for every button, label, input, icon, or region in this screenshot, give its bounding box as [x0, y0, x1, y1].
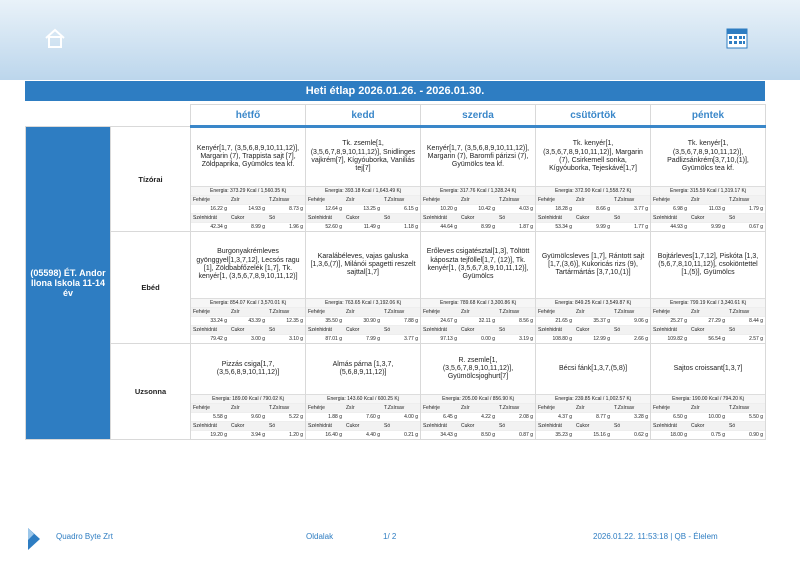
- nutrient-label: Zsír: [574, 195, 612, 204]
- nutrient-grid: [306, 307, 420, 343]
- footer-pages-label: Oldalak: [306, 532, 334, 541]
- menu-cell: [306, 127, 421, 232]
- nutrient-grid: [421, 195, 535, 231]
- nutrient-label: T.Zsírsav: [267, 307, 305, 316]
- nutrient-label: Fehérje: [651, 195, 689, 204]
- nutrient-value: 27.29 g: [689, 316, 727, 325]
- nutrient-value: 12.35 g: [267, 316, 305, 325]
- nutrient-label: Zsír: [344, 195, 382, 204]
- menu-cell: [191, 127, 306, 232]
- nutrient-value: 4.00 g: [382, 412, 420, 421]
- nutrient-label: Cukor: [229, 421, 267, 430]
- nutrient-label: Só: [612, 325, 650, 334]
- nutrient-value: 8.99 g: [229, 222, 267, 231]
- menu-cell: [191, 344, 306, 440]
- nutrient-grid: [421, 307, 535, 343]
- energy-text: Energia: 373.29 Kcal / 1,560.35 Kj: [191, 186, 305, 195]
- nutrient-grid: [536, 403, 650, 439]
- nutrient-label: Zsír: [344, 403, 382, 412]
- energy-text: Energia: 849.25 Kcal / 3,549.87 Kj: [536, 298, 650, 307]
- nutrient-label: Fehérje: [191, 195, 229, 204]
- nutrient-value: 8.66 g: [574, 204, 612, 213]
- nutrient-label: Fehérje: [421, 403, 459, 412]
- nutrient-value: 18.28 g: [536, 204, 574, 213]
- nutrient-label: Cukor: [459, 325, 497, 334]
- day-header: péntek: [651, 105, 766, 127]
- nutrient-value: 0.75 g: [689, 430, 727, 439]
- nutrient-value: 1.96 g: [267, 222, 305, 231]
- nutrient-label: Só: [382, 325, 420, 334]
- nutrient-grid: [306, 403, 420, 439]
- food-text: Kenyér[1,7, (3,5,6,8,9,10,11,12)], Margarin (7), Baromfi párizsi (7), Gyümölcs tea kf.: [426, 144, 530, 169]
- nutrient-value: 35.50 g: [306, 316, 344, 325]
- nutrient-value: 24.67 g: [421, 316, 459, 325]
- nutrient-value: 6.45 g: [421, 412, 459, 421]
- nutrient-label: Szénhidrát: [421, 325, 459, 334]
- nutrient-value: 11.49 g: [344, 222, 382, 231]
- nutrient-label: T.Zsírsav: [497, 403, 535, 412]
- food-text: Kenyér[1,7, (3,5,6,8,9,10,11,12)], Margarin (7), Trappista sajt [7], Zöldpaprika, Gyümölcs tea kf.: [196, 144, 300, 169]
- nutrient-label: T.Zsírsav: [612, 403, 650, 412]
- nutrient-value: 16.40 g: [306, 430, 344, 439]
- nutrient-value: 0.62 g: [612, 430, 650, 439]
- energy-text: Energia: 315.59 Kcal / 1,319.17 Kj: [651, 186, 765, 195]
- nutrient-value: 7.99 g: [344, 334, 382, 343]
- energy-text: Energia: 143.60 Kcal / 600.25 Kj: [306, 394, 420, 403]
- menu-cell: [191, 232, 306, 344]
- nutrient-value: 4.40 g: [344, 430, 382, 439]
- energy-text: Energia: 205.00 Kcal / 856.90 Kj: [421, 394, 535, 403]
- menu-cell: [651, 344, 766, 440]
- nutrient-value: 4.22 g: [459, 412, 497, 421]
- nutrient-value: 15.16 g: [574, 430, 612, 439]
- nutrient-label: Cukor: [229, 325, 267, 334]
- quadro-byte-logo-icon: [26, 526, 44, 552]
- nutrient-value: 1.20 g: [267, 430, 305, 439]
- nutrient-label: Só: [267, 213, 305, 222]
- nutrient-grid: [191, 195, 305, 231]
- nutrient-value: 44.93 g: [651, 222, 689, 231]
- nutrient-value: 108.80 g: [536, 334, 574, 343]
- day-header: szerda: [421, 105, 536, 127]
- nutrient-label: Szénhidrát: [536, 421, 574, 430]
- nutrient-value: 2.66 g: [612, 334, 650, 343]
- energy-text: Energia: 372.90 Kcal / 1,558.72 Kj: [536, 186, 650, 195]
- nutrient-label: T.Zsírsav: [727, 403, 765, 412]
- nutrient-label: Zsír: [459, 403, 497, 412]
- nutrient-value: 53.34 g: [536, 222, 574, 231]
- nutrient-value: 56.54 g: [689, 334, 727, 343]
- nutrient-label: Cukor: [229, 213, 267, 222]
- nutrient-label: Fehérje: [421, 195, 459, 204]
- nutrient-grid: [651, 307, 765, 343]
- nutrient-label: Cukor: [344, 421, 382, 430]
- nutrient-value: 7.88 g: [382, 316, 420, 325]
- nutrient-label: Só: [612, 421, 650, 430]
- food-text: Tk. zsemle[1, (3,5,6,7,8,9,10,11,12)], Snidlinges vajkrém[7], Kígyóuborka, Vaniliás tej[7]: [310, 140, 416, 173]
- nutrient-label: T.Zsírsav: [497, 195, 535, 204]
- nutrient-value: 8.44 g: [727, 316, 765, 325]
- nutrient-label: Fehérje: [306, 307, 344, 316]
- nutrient-value: 10.42 g: [459, 204, 497, 213]
- nutrient-value: 32.11 g: [459, 316, 497, 325]
- menu-cell: [306, 232, 421, 344]
- nutrient-value: 6.50 g: [651, 412, 689, 421]
- nutrient-label: Zsír: [689, 195, 727, 204]
- nutrient-label: Só: [497, 325, 535, 334]
- nutrient-value: 34.43 g: [421, 430, 459, 439]
- footer-page-number: 1/ 2: [383, 532, 397, 541]
- nutrient-value: 10.20 g: [421, 204, 459, 213]
- nutrient-value: 3.77 g: [612, 204, 650, 213]
- nutrient-label: Zsír: [459, 195, 497, 204]
- nutrient-label: Fehérje: [651, 403, 689, 412]
- menu-cell: [651, 232, 766, 344]
- nutrient-value: 4.37 g: [536, 412, 574, 421]
- nutrient-value: 12.64 g: [306, 204, 344, 213]
- nutrient-value: 10.00 g: [689, 412, 727, 421]
- home-icon[interactable]: [44, 27, 66, 49]
- menu-table: [25, 104, 766, 440]
- meal-name: Tízórai: [111, 127, 191, 232]
- nutrient-value: 9.99 g: [574, 222, 612, 231]
- nutrient-label: Só: [382, 421, 420, 430]
- nutrient-label: Zsír: [344, 307, 382, 316]
- nutrient-label: Cukor: [459, 421, 497, 430]
- nutrient-label: T.Zsírsav: [382, 403, 420, 412]
- nutrient-value: 3.19 g: [497, 334, 535, 343]
- energy-text: Energia: 190.00 Kcal / 794.20 Kj: [651, 394, 765, 403]
- nutrient-value: 0.21 g: [382, 430, 420, 439]
- energy-text: Energia: 799.19 Kcal / 3,340.61 Kj: [651, 298, 765, 307]
- nutrient-value: 42.34 g: [191, 222, 229, 231]
- nutrient-value: 11.03 g: [689, 204, 727, 213]
- menu-cell: [421, 127, 536, 232]
- food-text: Burgonyakrémleves gyönggyel[1,3,7,12], Lecsós ragu [1], Zöldbabfőzelék [1,7], Tk. kenyér[1, (3,5,6,7,8,9,10,11,12)]: [196, 248, 300, 281]
- nutrient-label: Zsír: [689, 403, 727, 412]
- nutrient-value: 9.60 g: [229, 412, 267, 421]
- corner-empty: [26, 105, 111, 127]
- nutrient-label: Cukor: [574, 325, 612, 334]
- nutrient-label: Só: [497, 421, 535, 430]
- nutrient-value: 16.22 g: [191, 204, 229, 213]
- nutrient-value: 12.99 g: [574, 334, 612, 343]
- nutrient-label: T.Zsírsav: [382, 307, 420, 316]
- energy-text: Energia: 239.85 Kcal / 1,002.57 Kj: [536, 394, 650, 403]
- nutrient-label: Szénhidrát: [191, 421, 229, 430]
- nutrient-grid: [191, 307, 305, 343]
- nutrient-label: T.Zsírsav: [727, 195, 765, 204]
- nutrient-value: 3.94 g: [229, 430, 267, 439]
- nutrient-value: 25.27 g: [651, 316, 689, 325]
- menu-cell: [536, 127, 651, 232]
- nutrient-value: 3.77 g: [382, 334, 420, 343]
- nutrient-grid: [306, 195, 420, 231]
- food-text: Sajtos croissant[1,3,7]: [673, 364, 743, 372]
- nutrient-label: Cukor: [344, 325, 382, 334]
- nutrient-value: 18.00 g: [651, 430, 689, 439]
- nutrient-value: 52.60 g: [306, 222, 344, 231]
- energy-text: Energia: 789.68 Kcal / 3,300.86 Kj: [421, 298, 535, 307]
- nutrient-value: 35.37 g: [574, 316, 612, 325]
- menu-cell: [421, 344, 536, 440]
- nutrient-grid: [191, 403, 305, 439]
- footer-timestamp: 2026.01.22. 11:53:18 | QB - Élelem: [593, 532, 718, 541]
- nutrient-label: Szénhidrát: [306, 325, 344, 334]
- nutrient-label: Só: [267, 421, 305, 430]
- nutrient-label: Só: [497, 213, 535, 222]
- meal-row: [26, 127, 766, 232]
- corner-empty: [111, 105, 191, 127]
- nutrient-value: 0.00 g: [459, 334, 497, 343]
- nutrient-value: 97.13 g: [421, 334, 459, 343]
- nutrient-label: Só: [727, 325, 765, 334]
- nutrient-label: Szénhidrát: [191, 325, 229, 334]
- nutrient-grid: [536, 307, 650, 343]
- nutrient-label: Cukor: [574, 213, 612, 222]
- nutrient-value: 5.50 g: [727, 412, 765, 421]
- nutrient-value: 7.60 g: [344, 412, 382, 421]
- nutrient-value: 2.08 g: [497, 412, 535, 421]
- day-header: csütörtök: [536, 105, 651, 127]
- nutrient-label: Só: [267, 325, 305, 334]
- food-text: Tk. kenyér[1, (3,5,6,7,8,9,10,11,12)], Padlizsánkrém[3,7,10,(1)], Gyümölcs tea kf.: [667, 140, 749, 173]
- nutrient-label: Zsír: [229, 403, 267, 412]
- nutrient-label: Só: [612, 213, 650, 222]
- menu-cell: [306, 344, 421, 440]
- nutrient-value: 21.65 g: [536, 316, 574, 325]
- nutrient-label: T.Zsírsav: [497, 307, 535, 316]
- nutrient-label: T.Zsírsav: [727, 307, 765, 316]
- nutrient-label: Zsír: [229, 195, 267, 204]
- nutrient-label: Cukor: [689, 213, 727, 222]
- nutrient-value: 109.82 g: [651, 334, 689, 343]
- nutrient-label: Cukor: [459, 213, 497, 222]
- nutrient-label: Cukor: [689, 421, 727, 430]
- food-text: Karalábéleves, vajas galuska [1,3,6,(7)], Milánói spagetti reszelt sajttal[1,7]: [310, 252, 416, 277]
- nutrient-value: 43.39 g: [229, 316, 267, 325]
- nutrient-label: Zsír: [574, 403, 612, 412]
- nutrient-label: Szénhidrát: [306, 213, 344, 222]
- meal-name: Uzsonna: [111, 344, 191, 440]
- school-name: (05598) ÉT. Andor Ilona Iskola 11-14 év: [26, 127, 111, 440]
- nutrient-label: Fehérje: [421, 307, 459, 316]
- food-text: R. zsemle[1, (3,5,6,7,8,9,10,11,12)], Gyümölcsjoghurt[7]: [442, 356, 514, 381]
- nutrient-label: Fehérje: [536, 195, 574, 204]
- menu-cell: [651, 127, 766, 232]
- nutrient-value: 3.28 g: [612, 412, 650, 421]
- nutrient-value: 6.98 g: [651, 204, 689, 213]
- nutrient-value: 6.15 g: [382, 204, 420, 213]
- nutrient-value: 3.10 g: [267, 334, 305, 343]
- nutrient-label: Zsír: [229, 307, 267, 316]
- nutrient-value: 5.58 g: [191, 412, 229, 421]
- nutrient-value: 44.64 g: [421, 222, 459, 231]
- nutrient-label: Fehérje: [536, 307, 574, 316]
- nutrient-value: 30.90 g: [344, 316, 382, 325]
- nutrient-value: 5.22 g: [267, 412, 305, 421]
- nutrient-label: Zsír: [459, 307, 497, 316]
- energy-text: Energia: 189.00 Kcal / 790.02 Kj: [191, 394, 305, 403]
- nutrient-value: 4.03 g: [497, 204, 535, 213]
- nutrient-value: 1.79 g: [727, 204, 765, 213]
- nutrient-label: T.Zsírsav: [267, 195, 305, 204]
- meal-row: [26, 344, 766, 440]
- nutrient-value: 1.87 g: [497, 222, 535, 231]
- food-text: Gyümölcsleves [1,7], Rántott sajt [1,7,(3,6)], Kukoricás rizs (9), Tartármártás [3,7,10,(1)]: [541, 252, 645, 277]
- nutrient-label: Fehérje: [306, 403, 344, 412]
- nutrient-label: T.Zsírsav: [382, 195, 420, 204]
- nutrient-value: 8.77 g: [574, 412, 612, 421]
- food-text: Bécsi fánk[1,3,7,(5,8)]: [558, 364, 628, 372]
- nutrient-label: T.Zsírsav: [612, 195, 650, 204]
- food-text: Almás párna [1,3,7, (5,6,8,9,11,12)]: [332, 360, 394, 376]
- nutrient-label: T.Zsírsav: [267, 403, 305, 412]
- nutrient-value: 0.67 g: [727, 222, 765, 231]
- nutrient-value: 1.77 g: [612, 222, 650, 231]
- nutrient-label: Cukor: [344, 213, 382, 222]
- nutrient-label: Só: [727, 213, 765, 222]
- nutrient-value: 8.73 g: [267, 204, 305, 213]
- nutrient-value: 8.99 g: [459, 222, 497, 231]
- food-text: Bojtárleves[1,7,12], Piskóta [1,3,(5,6,7,8,10,11,12)], csokiöntettel [1,(5)], Gyümölcs: [657, 252, 759, 277]
- nutrient-grid: [536, 195, 650, 231]
- nutrient-label: Cukor: [689, 325, 727, 334]
- nutrient-value: 0.90 g: [727, 430, 765, 439]
- food-text: Pizzás csiga[1,7, (3,5,6,8,9,10,11,12)]: [216, 360, 280, 376]
- nutrient-value: 14.93 g: [229, 204, 267, 213]
- nutrient-value: 33.24 g: [191, 316, 229, 325]
- nutrient-label: Szénhidrát: [421, 421, 459, 430]
- calendar-icon[interactable]: [726, 27, 748, 49]
- menu-cell: [421, 232, 536, 344]
- header-bar: [0, 0, 800, 80]
- nutrient-label: Szénhidrát: [421, 213, 459, 222]
- nutrient-value: 19.20 g: [191, 430, 229, 439]
- nutrient-label: Fehérje: [651, 307, 689, 316]
- nutrient-value: 1.18 g: [382, 222, 420, 231]
- nutrient-value: 13.25 g: [344, 204, 382, 213]
- nutrient-value: 2.57 g: [727, 334, 765, 343]
- nutrient-label: Fehérje: [191, 403, 229, 412]
- nutrient-value: 8.50 g: [459, 430, 497, 439]
- nutrient-label: Fehérje: [191, 307, 229, 316]
- nutrient-label: Szénhidrát: [536, 325, 574, 334]
- menu-cell: [536, 232, 651, 344]
- meal-row: [26, 232, 766, 344]
- nutrient-value: 35.23 g: [536, 430, 574, 439]
- energy-text: Energia: 393.18 Kcal / 1,643.49 Kj: [306, 186, 420, 195]
- nutrient-label: Szénhidrát: [651, 213, 689, 222]
- nutrient-label: Só: [382, 213, 420, 222]
- nutrient-value: 0.87 g: [497, 430, 535, 439]
- nutrient-label: Só: [727, 421, 765, 430]
- nutrient-label: Zsír: [689, 307, 727, 316]
- nutrient-value: 1.88 g: [306, 412, 344, 421]
- nutrient-label: T.Zsírsav: [612, 307, 650, 316]
- nutrient-grid: [651, 403, 765, 439]
- nutrient-grid: [421, 403, 535, 439]
- nutrient-value: 3.00 g: [229, 334, 267, 343]
- nutrient-value: 8.56 g: [497, 316, 535, 325]
- nutrient-value: 9.06 g: [612, 316, 650, 325]
- nutrient-grid: [651, 195, 765, 231]
- energy-text: Energia: 854.07 Kcal / 3,570.01 Kj: [191, 298, 305, 307]
- nutrient-label: Szénhidrát: [651, 421, 689, 430]
- nutrient-label: Zsír: [574, 307, 612, 316]
- day-header: hétfő: [191, 105, 306, 127]
- menu-title: Heti étlap 2026.01.26. - 2026.01.30.: [25, 81, 765, 101]
- nutrient-value: 79.42 g: [191, 334, 229, 343]
- nutrient-label: Fehérje: [306, 195, 344, 204]
- nutrient-label: Fehérje: [536, 403, 574, 412]
- nutrient-label: Szénhidrát: [191, 213, 229, 222]
- energy-text: Energia: 763.65 Kcal / 3,192.06 Kj: [306, 298, 420, 307]
- nutrient-label: Szénhidrát: [536, 213, 574, 222]
- day-header: kedd: [306, 105, 421, 127]
- nutrient-label: Szénhidrát: [306, 421, 344, 430]
- menu-cell: [536, 344, 651, 440]
- energy-text: Energia: 317.76 Kcal / 1,328.24 Kj: [421, 186, 535, 195]
- nutrient-label: Cukor: [574, 421, 612, 430]
- nutrient-label: Szénhidrát: [651, 325, 689, 334]
- footer-company: Quadro Byte Zrt: [56, 532, 113, 541]
- food-text: Erőleves csigatésztal[1,3], Töltött káposzta tejföllel[1,7, (12)], Tk. kenyér[1, (3,5,6,7,8,9,10,11,12)], Gyümölcs: [426, 248, 530, 281]
- nutrient-value: 9.99 g: [689, 222, 727, 231]
- meal-name: Ebéd: [111, 232, 191, 344]
- food-text: Tk. kenyér[1, (3,5,6,7,8,9,10,11,12)], Margarin (7), Csirkemell sonka, Kígyóuborka, Tejeskávé[1,7]: [543, 140, 643, 173]
- nutrient-value: 87.01 g: [306, 334, 344, 343]
